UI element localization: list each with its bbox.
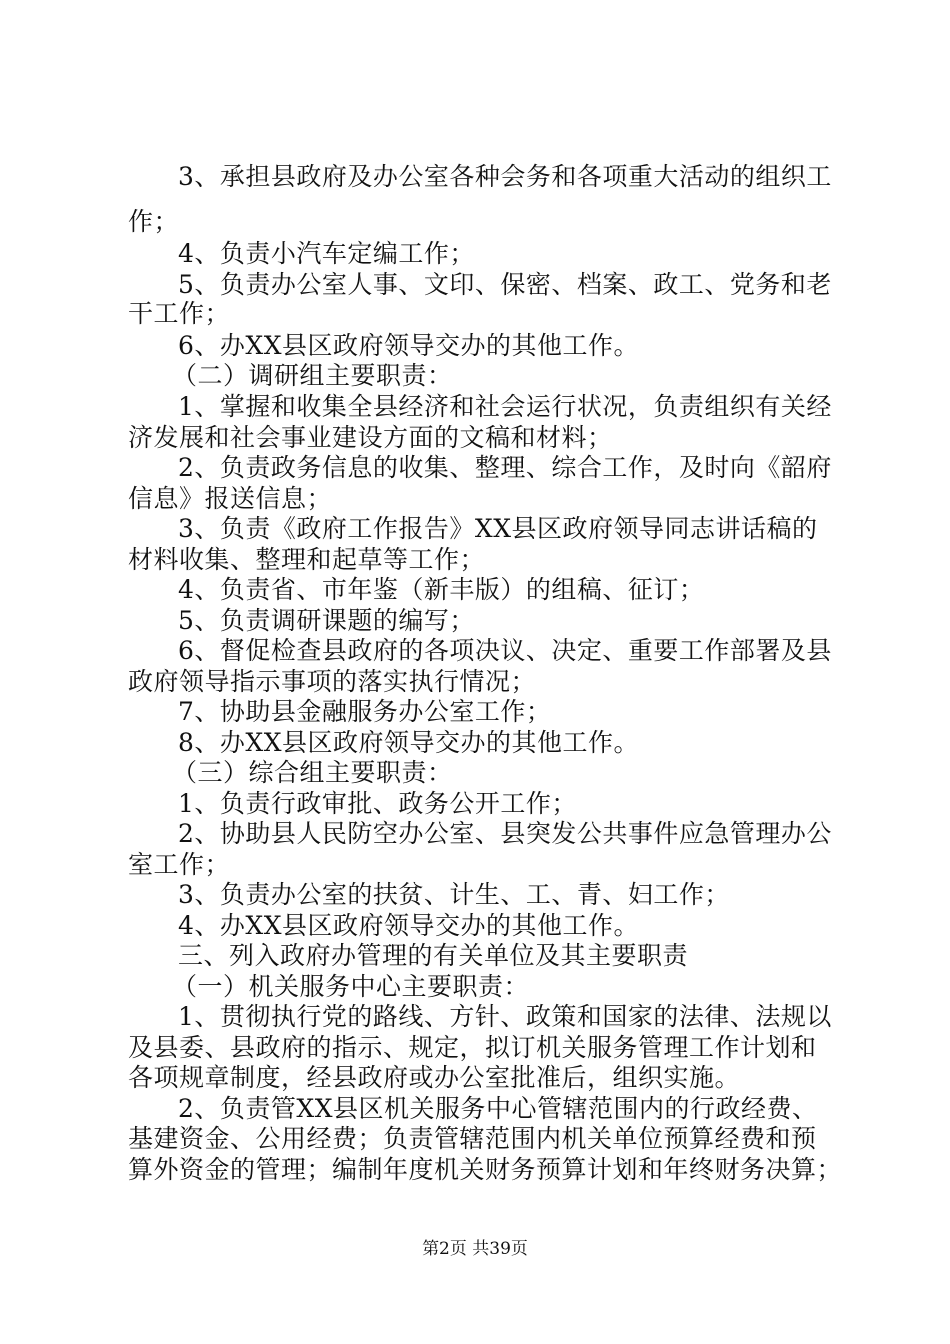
text-line: 1、负责行政审批、政务公开工作；	[178, 789, 577, 818]
text-line: 6、督促检查县政府的各项决议、决定、重要工作部署及县	[178, 636, 832, 665]
text-line: 干工作；	[128, 299, 231, 328]
section-heading: （三）综合组主要职责：	[172, 758, 453, 787]
text-line: 2、负责管XX县区机关服务中心管辖范围内的行政经费、	[178, 1094, 818, 1123]
text-line: 1、贯彻执行党的路线、方针、政策和国家的法律、法规以	[178, 1002, 832, 1031]
text-line: 6、办XX县区政府领导交办的其他工作。	[178, 331, 640, 360]
text-line: 2、协助县人民防空办公室、县突发公共事件应急管理办公	[178, 819, 832, 848]
text-line: 4、负责小汽车定编工作；	[178, 239, 475, 268]
section-heading: 三、列入政府办管理的有关单位及其主要职责	[178, 941, 689, 970]
text-line: 济发展和社会事业建设方面的文稿和材料；	[128, 423, 613, 452]
section-heading: （二）调研组主要职责：	[172, 361, 453, 390]
text-line: 5、负责调研课题的编写；	[178, 606, 475, 635]
text-line: 8、办XX县区政府领导交办的其他工作。	[178, 728, 640, 757]
text-line: 基建资金、公用经费；负责管辖范围内机关单位预算经费和预	[128, 1124, 817, 1153]
text-line: 算外资金的管理；编制年度机关财务预算计划和年终财务决算；	[128, 1155, 843, 1184]
text-line: 3、负责办公室的扶贫、计生、工、青、妇工作；	[178, 880, 730, 909]
text-line: 7、协助县金融服务办公室工作；	[178, 697, 552, 726]
section-heading: （一）机关服务中心主要职责：	[172, 972, 530, 1001]
text-line: 作；	[128, 207, 180, 236]
text-line: 及县委、县政府的指示、规定，拟订机关服务管理工作计划和	[128, 1033, 817, 1062]
text-line: 4、负责省、市年鉴（新丰版）的组稿、征订；	[178, 575, 705, 604]
page-footer: 第2页 共39页	[422, 1239, 528, 1259]
text-line: 3、负责《政府工作报告》XX县区政府领导同志讲话稿的	[178, 514, 818, 543]
text-line: 2、负责政务信息的收集、整理、综合工作，及时向《韶府	[178, 453, 832, 482]
text-line: 信息》报送信息；	[128, 484, 333, 513]
text-line: 室工作；	[128, 850, 231, 879]
text-line: 5、负责办公室人事、文印、保密、档案、政工、党务和老	[178, 270, 832, 299]
text-line: 1、掌握和收集全县经济和社会运行状况，负责组织有关经	[178, 392, 832, 421]
text-line: 各项规章制度，经县政府或办公室批准后，组织实施。	[128, 1063, 741, 1092]
text-line: 4、办XX县区政府领导交办的其他工作。	[178, 911, 640, 940]
text-line: 政府领导指示事项的落实执行情况；	[128, 667, 537, 696]
text-line: 3、承担县政府及办公室各种会务和各项重大活动的组织工	[178, 162, 832, 191]
text-line: 材料收集、整理和起草等工作；	[128, 545, 486, 574]
